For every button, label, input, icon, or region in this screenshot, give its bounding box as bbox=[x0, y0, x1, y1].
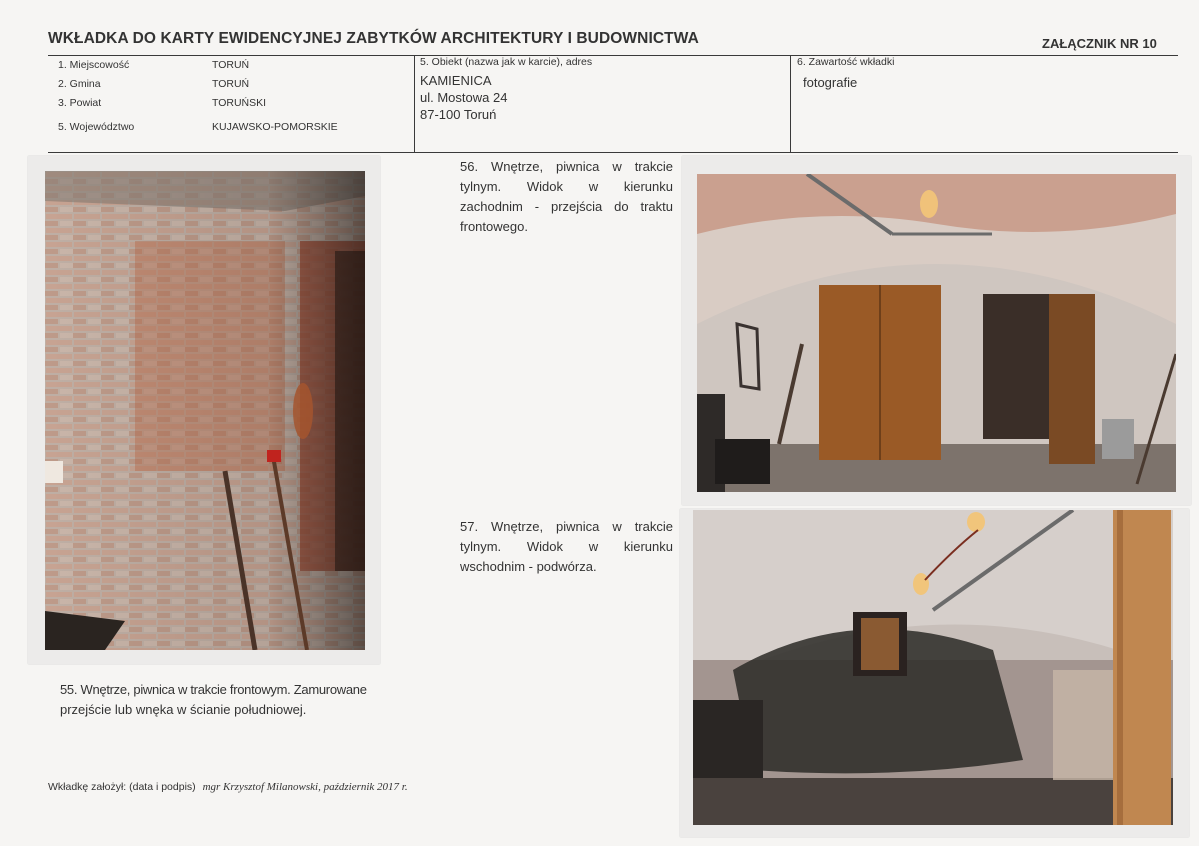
caption-57: 57. Wnętrze, piwnica w trakcie tylnym. Widok w kierunku wschodnim - podwórza. bbox=[460, 519, 673, 574]
caption-55-line-1: 55. Wnętrze, piwnica w trakcie frontowym. Zamurowane bbox=[60, 682, 367, 697]
header-divider bbox=[48, 55, 1178, 56]
column-divider-2 bbox=[790, 55, 791, 152]
object-city: 87-100 Toruń bbox=[420, 107, 497, 122]
info-bottom-border bbox=[48, 152, 1178, 153]
content-value: fotografie bbox=[803, 75, 858, 90]
photo-55-cellar-wall bbox=[45, 171, 365, 650]
annex-number: ZAŁĄCZNIK NR 10 bbox=[1042, 36, 1157, 51]
footer-label: Wkładkę założył: (data i podpis) bbox=[48, 781, 196, 793]
location-value-3: TORUŃSKI bbox=[212, 97, 267, 109]
footer bbox=[48, 781, 408, 793]
location-label-1: 1. Miejscowość bbox=[58, 59, 130, 71]
document-title: WKŁADKA DO KARTY EWIDENCYJNEJ ZABYTKÓW ARCHITEKTURY I BUDOWNICTWA bbox=[48, 30, 699, 47]
photo-56-cellar-west bbox=[697, 174, 1176, 492]
location-label-3: 3. Powiat bbox=[58, 97, 102, 109]
object-label: 5. Obiekt (nazwa jak w karcie), adres bbox=[420, 56, 593, 68]
location-label-4: 5. Województwo bbox=[58, 121, 135, 133]
location-value-4: KUJAWSKO-POMORSKIE bbox=[212, 121, 338, 133]
author-signature: mgr Krzysztof Milanowski, październik 2017 r. bbox=[202, 781, 408, 793]
location-value-2: TORUŃ bbox=[212, 78, 250, 90]
location-value-1: TORUŃ bbox=[212, 59, 250, 71]
location-label-2: 2. Gmina bbox=[58, 78, 101, 90]
object-name: KAMIENICA bbox=[420, 73, 492, 88]
caption-55-line-2: przejście lub wnęka w ścianie południowej. bbox=[60, 702, 307, 717]
object-street: ul. Mostowa 24 bbox=[420, 90, 508, 105]
caption-56: 56. Wnętrze, piwnica w trakcie tylnym. Widok w kierunku zachodnim - przejścia do traktu frontowego. bbox=[460, 159, 673, 234]
column-divider-1 bbox=[414, 55, 415, 152]
content-label: 6. Zawartość wkładki bbox=[797, 56, 895, 68]
photo-57-cellar-east bbox=[693, 510, 1173, 825]
